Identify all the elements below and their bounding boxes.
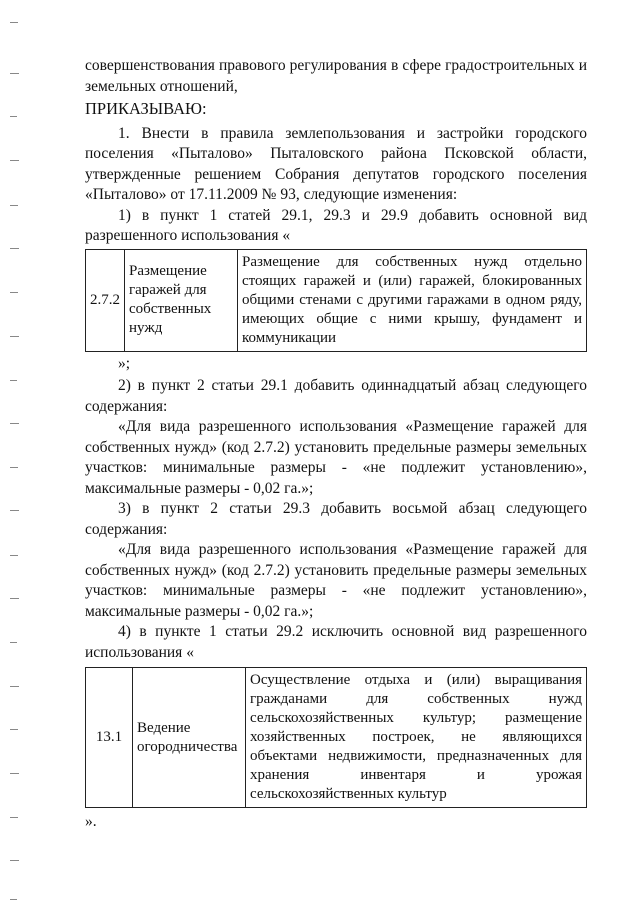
document-page [85,56,587,833]
item-4: 4) в пункте 1 статьи 29.2 исключить основной вид разрешенного использования « [85,623,587,661]
item-2-text: «Для вида разрешенного использования «Размещение гаражей для собственных нужд» (код 2.7.2) установить предельные размеры земельных участков: минимальные размеры - «не подлежит установлению», максимальные размеры - 0,02 га.»; [85,418,587,497]
code-cell: 13.1 [86,668,133,808]
name-cell: Размещение гаражей для собственных нужд [125,249,238,351]
closing-quote-1: »; [118,354,131,372]
table-row [86,249,587,351]
land-use-table-gardening [85,667,587,808]
table-row [86,668,587,808]
code-cell: 2.7.2 [86,249,125,351]
order-heading: ПРИКАЗЫВАЮ: [85,99,207,118]
name-cell: Ведение огородничества [133,668,246,808]
closing-quote-2: ». [85,813,97,830]
item-3: 3) в пункт 2 статьи 29.3 добавить восьмой абзац следующего содержания: [85,500,587,538]
item-2: 2) в пункт 2 статьи 29.1 добавить одиннадцатый абзац следующего содержания: [85,377,587,415]
item-1: 1. Внести в правила землепользования и застройки городского поселения «Пыталово» Пыталовского района Псковской области, утвержденные решением Собрания депутатов городского поселения «Пыталово» от 17.11.2009 № 93, следующие изменения: [85,124,587,203]
item-1-1: 1) в пункт 1 статей 29.1, 29.3 и 29.9 добавить основной вид разрешенного использования « [85,206,587,244]
description-cell: Осуществление отдыха и (или) выращивания гражданами для собственных нужд сельскохозяйственных культур; размещение хозяйственных построек, не являющихся объектами недвижимости, предназначенных для хранения инвентаря и урожая сельскохозяйственных культур [246,668,587,808]
intro-paragraph: совершенствования правового регулирования в сфере градостроительных и земельных отношений, [85,57,587,95]
land-use-table-garages [85,249,587,352]
description-cell: Размещение для собственных нужд отдельно стоящих гаражей и (или) гаражей, блокированных общими стенами с другими гаражами в одном ряду, имеющих общие с ними крышу, фундамент и коммуникации [238,249,587,351]
item-3-text: «Для вида разрешенного использования «Размещение гаражей для собственных нужд» (код 2.7.2) установить предельные размеры земельных участков: минимальные размеры - «не подлежит установлению», максимальные размеры - 0,02 га.»; [85,541,587,620]
